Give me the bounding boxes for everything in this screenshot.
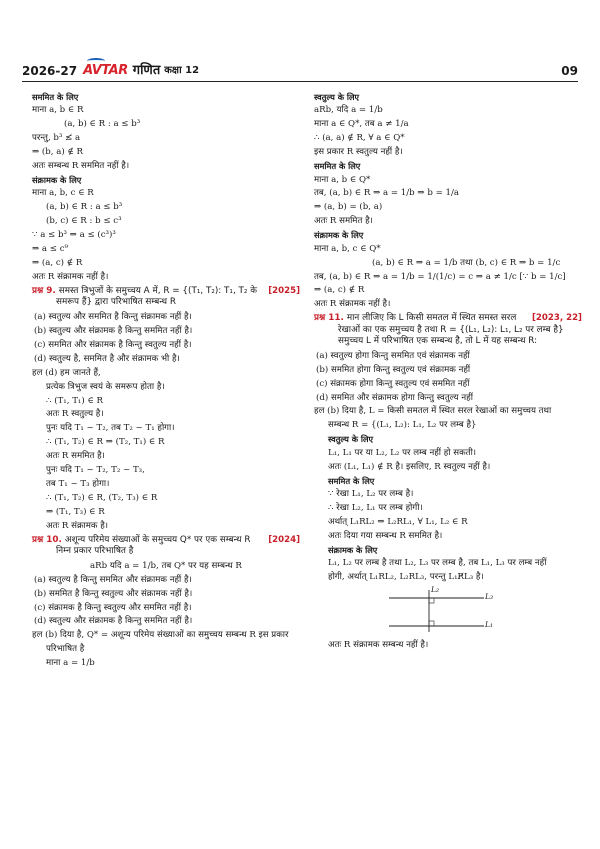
- answer-option: (c) संक्रामक है किन्तु स्वतुल्य और सममित नहीं है।: [34, 602, 192, 613]
- page-header: [22, 62, 578, 80]
- answer-option: (b) सममित होगा किन्तु स्वतुल्य एवं संक्रामक नहीं: [316, 364, 471, 375]
- answer-option: (d) स्वतुल्य और संक्रामक है किन्तु सममित नहीं है।: [34, 616, 193, 627]
- question-stem: [32, 535, 300, 558]
- class-label: कक्षा 12: [164, 64, 200, 76]
- right-column: [314, 92, 582, 654]
- text-line: अतः R संक्रामक नहीं है।: [32, 272, 109, 283]
- text-line: अतः (L₁, L₁) ∉ R है। इसलिए, R स्वतुल्य नहीं है।: [328, 461, 491, 472]
- page-number: 09: [561, 63, 578, 78]
- section-heading: सममित के लिए: [328, 475, 375, 486]
- answer-option: (c) संक्रामक होगा किन्तु स्वतुल्य एवं सममित नहीं: [316, 378, 470, 389]
- section-heading: संक्रामक के लिए: [32, 175, 82, 186]
- text-line: ∵ रेखा L₁, L₂ पर लम्ब है।: [328, 489, 414, 499]
- text-line: (a, b) ∈ R ⇒ a = 1/b तथा (b, c) ∈ R ⇒ b = 1/c: [372, 257, 561, 268]
- lines-diagram: [384, 586, 494, 634]
- question-text: अशून्य परिमेय संख्याओं के समुच्चय Q* पर एक सम्बन्ध R निम्न प्रकार परिभाषित है: [56, 534, 251, 557]
- answer-option: (a) स्वतुल्य होगा किन्तु सममित एवं संक्रामक नहीं: [316, 350, 470, 361]
- question-number: प्रश्न 9.: [32, 285, 56, 296]
- section-heading: संक्रामक के लिए: [328, 544, 378, 555]
- question-number: प्रश्न 11.: [314, 313, 344, 324]
- text-line: तब T₁ ~ T₃ होगा।: [46, 479, 110, 490]
- text-line: ∴ (T₁, T₂) ∈ R ⇒ (T₂, T₁) ∈ R: [46, 437, 165, 448]
- session-year: 2026-27: [22, 63, 78, 78]
- text-line: माना a = 1/b: [46, 658, 95, 669]
- text-line: ⇒ a ≤ c⁹: [32, 244, 68, 255]
- text-line: इस प्रकार R स्वतुल्य नहीं है।: [314, 147, 403, 158]
- section-heading: सममित के लिए: [32, 92, 79, 102]
- text-line: ∵ a ≤ b³ ⇒ a ≤ (c³)³: [32, 230, 116, 241]
- answer-option: (d) स्वतुल्य है, सममित है और संक्रामक भी है।: [34, 353, 180, 364]
- exam-year-tag: [2023, 22]: [532, 313, 582, 324]
- left-column: [32, 92, 300, 672]
- answer-option: (b) स्वतुल्य और संक्रामक है किन्तु सममित नहीं है।: [34, 325, 193, 336]
- text-line: हल (b) दिया है, L = किसी समतल में स्थित सरल रेखाओं का समुच्चय तथा: [314, 406, 552, 417]
- answer-option: (d) सममित और संक्रामक होगा किन्तु स्वतुल्य नहीं: [316, 392, 473, 403]
- text-line: ⇒ (a, c) ∉ R: [314, 285, 365, 296]
- header-divider: [22, 81, 578, 82]
- text-line: अतः दिया गया सम्बन्ध R सममित है।: [328, 530, 443, 541]
- text-line: परिभाषित है: [46, 644, 85, 655]
- section-heading: स्वतुल्य के लिए: [328, 434, 374, 445]
- text-line: माना a, b, c ∈ R: [32, 188, 94, 199]
- text-line: ⇒ (T₁, T₃) ∈ R: [46, 506, 105, 517]
- question-text: समस्त त्रिभुजों के समुच्चय A में, R = {(T₁, T₂): T₁, T₂ के समरूप हैं} द्वारा परिभाषित सम्बन्ध R: [56, 285, 257, 308]
- text-line: (a, b) ∈ R : a ≤ b³: [64, 119, 141, 130]
- answer-option: (a) स्वतुल्य और सममित है किन्तु संक्रामक नहीं है।: [34, 311, 192, 322]
- subject-title: गणित: [132, 62, 161, 78]
- line-label: L₃: [485, 591, 493, 601]
- question-stem: [314, 313, 582, 347]
- answer-option: (b) सममित है किन्तु स्वतुल्य और संक्रामक नहीं है।: [34, 588, 193, 599]
- text-line: अतः R संक्रामक नहीं है।: [314, 299, 391, 310]
- exam-year-tag: [2024]: [268, 534, 300, 545]
- text-line: aRb यदि a = 1/b, तब Q* पर यह सम्बन्ध R: [90, 560, 242, 571]
- text-line: हल (b) दिया है, Q* = अशून्य परिमेय संख्याओं का समुच्चय सम्बन्ध R इस प्रकार: [32, 630, 289, 641]
- text-line: अतः सम्बन्ध R सममित नहीं है।: [32, 161, 130, 172]
- text-line: माना a, b, c ∈ Q*: [314, 243, 381, 254]
- line-label: L₁: [485, 619, 493, 629]
- text-line: ∴ (T₁, T₁) ∈ R: [46, 395, 104, 406]
- text-line: होगी, अर्थात् L₁RL₂, L₂RL₃, परन्तु L₁R̸L₃ है।: [328, 572, 484, 583]
- text-line: अतः R स्वतुल्य है।: [46, 409, 104, 420]
- section-heading: स्वतुल्य के लिए: [314, 92, 360, 102]
- text-line: माना a, b ∈ Q*: [314, 174, 371, 185]
- text-line: तब, (a, b) ∈ R ⇒ a = 1/b = 1/(1/c) = c ⇒ a ≠ 1/c [∵ b = 1/c]: [314, 271, 566, 282]
- answer-option: (a) स्वतुल्य है किन्तु सममित और संक्रामक नहीं है।: [34, 574, 192, 585]
- text-line: माना a ∈ Q*, तब a ≠ 1/a: [314, 119, 409, 130]
- text-line: L₁, L₁ पर या L₂, L₂ पर लम्ब नहीं हो सकती।: [328, 447, 477, 458]
- text-line: (a, b) ∈ R : a ≤ b³: [46, 202, 123, 213]
- perpendicular-lines-figure: [384, 586, 494, 634]
- text-line: ∴ रेखा L₂, L₁ पर लम्ब होगी।: [328, 502, 423, 513]
- text-line: अतः R संक्रामक सम्बन्ध नहीं है।: [328, 639, 429, 650]
- text-line: प्रत्येक त्रिभुज स्वयं के समरूप होता है।: [46, 381, 165, 392]
- text-line: सम्बन्ध R = {(L₁, L₂): L₁, L₂ पर लम्ब है}: [328, 420, 477, 431]
- question-text: मान लीजिए कि L किसी समतल में स्थित समस्त सरल रेखाओं का एक समुच्चय है तथा R = {(L₁, L₂): L₁, L₂ पर लम्ब है} समुच्चय L में परिभाषित एक सम्बन्ध है, तो L में यह सम्बन्ध R:: [338, 313, 564, 347]
- text-line: ⇒ (a, c) ∉ R: [32, 258, 83, 269]
- answer-option: (c) सममित और संक्रामक है किन्तु स्वतुल्य नहीं है।: [34, 339, 192, 350]
- text-line: पुनः यदि T₁ ~ T₂, T₂ ~ T₃,: [46, 465, 145, 476]
- text-line: (b, c) ∈ R : b ≤ c³: [46, 216, 122, 227]
- text-line: तब, (a, b) ∈ R ⇒ a = 1/b ⇒ b = 1/a: [314, 188, 459, 199]
- text-line: अतः R सममित है।: [46, 451, 105, 462]
- text-line: परन्तु, b³ ≰ a: [32, 133, 81, 144]
- text-line: L₁, L₂ पर लम्ब है तथा L₂, L₃ पर लम्ब है, तब L₁, L₃ पर लम्ब नहीं: [328, 558, 547, 569]
- text-line: ∴ (T₁, T₂) ∈ R, (T₂, T₃) ∈ R: [46, 492, 158, 503]
- text-line: हल (d) हम जानते हैं,: [32, 367, 101, 378]
- question-stem: [32, 286, 300, 309]
- logo-text: AVTAR: [83, 62, 128, 78]
- exam-year-tag: [2025]: [268, 285, 300, 296]
- line-label: L₂: [431, 584, 439, 594]
- section-heading: संक्रामक के लिए: [314, 230, 364, 241]
- text-line: अतः R संक्रामक है।: [46, 520, 109, 531]
- avtar-logo: [83, 63, 128, 79]
- text-line: माना a, b ∈ R: [32, 105, 84, 116]
- text-line: अतः R सममित है।: [314, 216, 373, 227]
- text-line: अर्थात् L₁RL₂ ⇒ L₂RL₁, ∀ L₁, L₂ ∈ R: [328, 516, 468, 527]
- logo-hat-icon: [87, 58, 105, 64]
- text-line: ⇒ (b, a) ∉ R: [32, 147, 84, 158]
- text-line: पुनः यदि T₁ ~ T₂, तब T₂ ~ T₁ होगा।: [46, 423, 175, 434]
- text-line: ∴ (a, a) ∉ R, ∀ a ∈ Q*: [314, 133, 405, 144]
- question-number: प्रश्न 10.: [32, 534, 62, 545]
- text-line: ⇒ (a, b) = (b, a): [314, 202, 383, 213]
- text-line: aRb, यदि a = 1/b: [314, 105, 383, 116]
- section-heading: सममित के लिए: [314, 161, 361, 172]
